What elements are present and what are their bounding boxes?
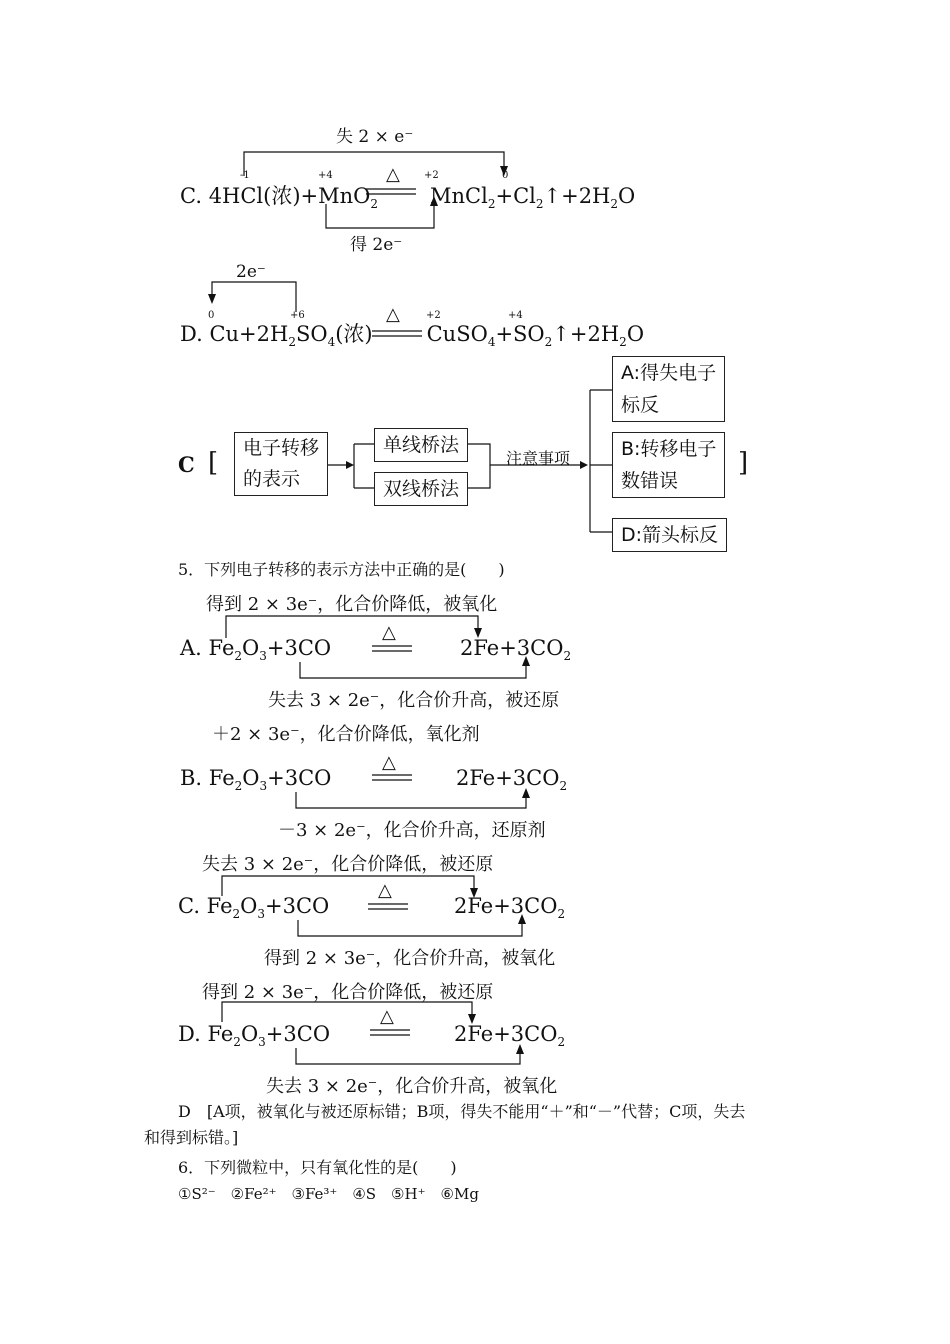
oxidation-state: 0: [208, 310, 215, 321]
equation-d5-products: $2Fe+3CO_2$: [454, 1022, 566, 1050]
equation-b: B. $Fe_2O_3+3CO$: [180, 766, 332, 794]
option-d-top-label: 得到 2 × 3e⁻，化合价降低，被还原: [202, 982, 494, 1003]
close-bracket: ]: [738, 448, 749, 478]
answer-explanation-line1: D [A项，被氧化与被还原标错；B项，得失不能用“＋”和“－”代替；C项，失去: [178, 1102, 746, 1121]
equation-c: C. 4HCl(浓)+MnO$_2$ $MnCl_2+Cl_2↑+2H_2O$: [180, 184, 636, 212]
question-5-stem: 5．下列电子转移的表示方法中正确的是( ): [178, 560, 505, 579]
equation-b-products: $2Fe+3CO_2$: [456, 766, 568, 794]
transfer-label: 2e⁻: [236, 262, 266, 282]
option-b-top-label: ＋2 × 3e⁻，化合价降低，氧化剂: [212, 724, 480, 745]
node-b: B:转移电子 数错误: [612, 432, 725, 498]
equation-d5: D. $Fe_2O_3+3CO$: [178, 1022, 331, 1050]
oxidation-state: -1: [240, 170, 250, 181]
heat-symbol: △: [386, 304, 400, 325]
answer-letter: C: [178, 452, 195, 477]
node-d: D:箭头标反: [612, 518, 727, 552]
oxidation-state: +4: [508, 310, 523, 321]
single-bridge-node: 单线桥法: [374, 428, 468, 462]
option-b-bottom-label: －3 × 2e⁻，化合价升高，还原剂: [278, 820, 546, 841]
transfer-bracket-line: [212, 282, 296, 312]
equation-c5: C. $Fe_2O_3+3CO$: [178, 894, 330, 922]
equation-d: D. $Cu+2H_2SO_4$(浓) $CuSO_4+SO_2↑+2H_2O$: [180, 322, 645, 350]
equation-a: A. $Fe_2O_3+3CO$: [180, 636, 332, 664]
arrowhead: [208, 294, 216, 304]
oxidation-state: +6: [290, 310, 305, 321]
option-c-top-label: 失去 3 × 2e⁻，化合价降低，被还原: [202, 854, 494, 875]
option-a-bottom-label: 失去 3 × 2e⁻，化合价升高，被还原: [268, 690, 560, 711]
double-bridge-node: 双线桥法: [374, 472, 468, 506]
heat-symbol: △: [378, 880, 392, 901]
open-bracket: [: [208, 448, 219, 478]
root-node: 电子转移 的表示: [234, 432, 328, 496]
oxidation-state: 0: [502, 170, 509, 181]
heat-symbol: △: [386, 164, 400, 185]
node-a: A:得失电子 标反: [612, 356, 725, 422]
loss-label: 失 2 × e⁻: [336, 127, 414, 147]
heat-symbol: △: [382, 622, 396, 643]
oxidation-state: +4: [318, 170, 333, 181]
question-6-stem: 6．下列微粒中，只有氧化性的是( ): [178, 1158, 457, 1177]
option-c-bottom-label: 得到 2 × 3e⁻，化合价升高，被氧化: [264, 948, 556, 969]
oxidation-state: +2: [424, 170, 439, 181]
option-a-top-label: 得到 2 × 3e⁻，化合价降低，被氧化: [206, 594, 498, 615]
gain-label: 得 2e⁻: [350, 235, 403, 255]
oxidation-state: +2: [426, 310, 441, 321]
heat-symbol: △: [380, 1006, 394, 1027]
equation-c5-products: $2Fe+3CO_2$: [454, 894, 566, 922]
question-6-items: ①S²⁻ ②Fe²⁺ ③Fe³⁺ ④S ⑤H⁺ ⑥Mg: [178, 1185, 479, 1203]
answer-explanation-line2: 和得到标错。]: [144, 1128, 239, 1147]
loss-bracket-line: [244, 152, 504, 176]
heat-symbol: △: [382, 752, 396, 773]
option-d-bottom-label: 失去 3 × 2e⁻，化合价升高，被氧化: [266, 1076, 558, 1097]
equation-a-products: $2Fe+3CO_2$: [460, 636, 572, 664]
attention-label: 注意事项: [506, 449, 571, 468]
